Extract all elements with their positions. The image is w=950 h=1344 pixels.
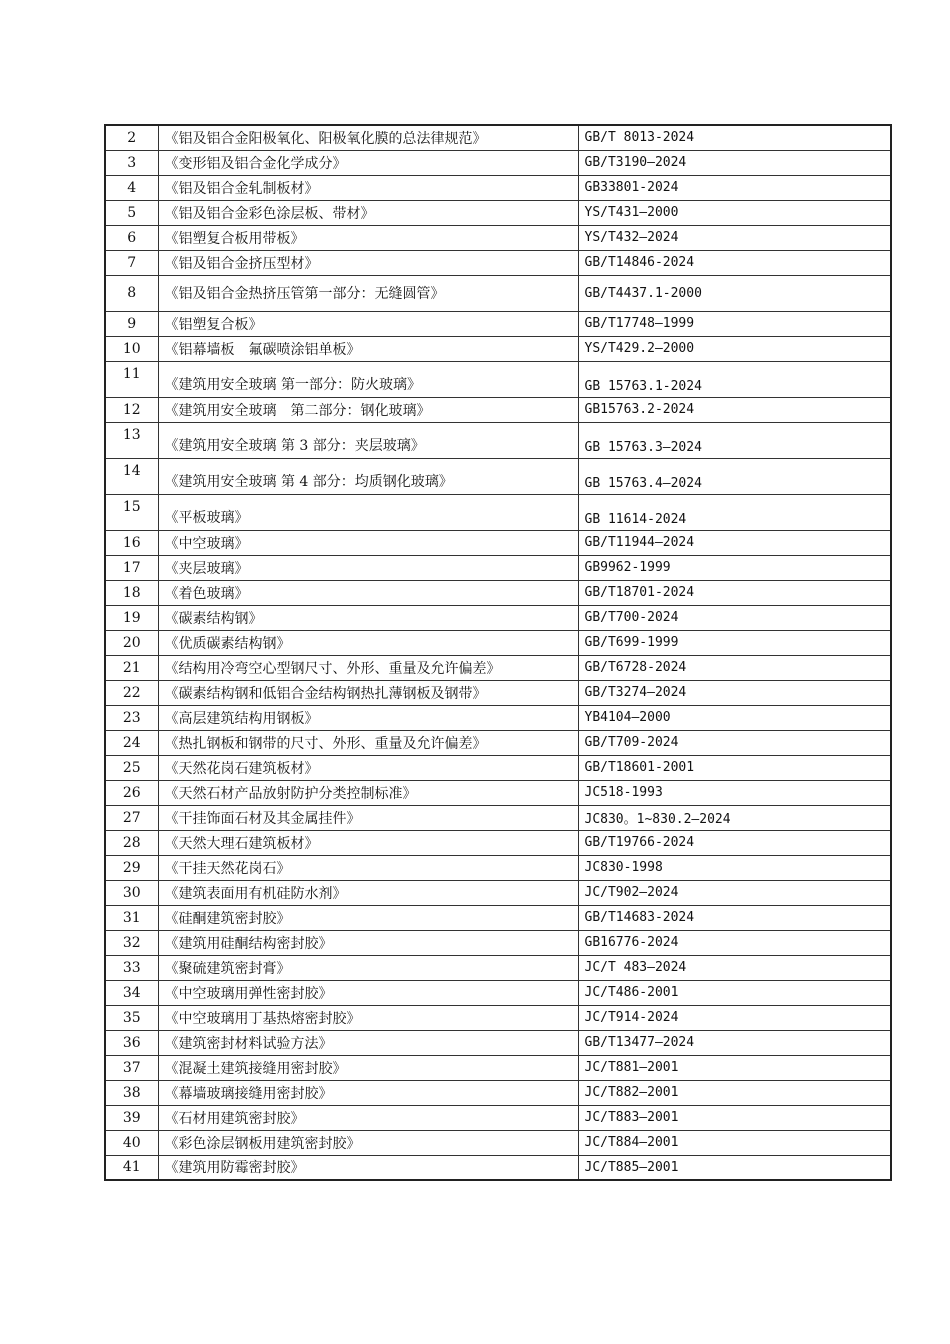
table-row xyxy=(105,150,891,175)
standard-code: GB/T709-2024 xyxy=(578,730,891,755)
standards-table xyxy=(104,124,892,1181)
standard-code: JC830。1~830.2—2024 xyxy=(578,805,891,830)
table-row xyxy=(105,680,891,705)
standard-name: 《彩色涂层钢板用建筑密封胶》 xyxy=(158,1130,578,1155)
row-number: 27 xyxy=(105,805,158,830)
row-number: 30 xyxy=(105,880,158,905)
row-number: 9 xyxy=(105,311,158,336)
standard-name: 《幕墙玻璃接缝用密封胶》 xyxy=(158,1080,578,1105)
row-number: 14 xyxy=(105,458,158,494)
table-body xyxy=(105,125,891,1180)
row-number: 15 xyxy=(105,494,158,530)
table-row xyxy=(105,397,891,422)
standard-name: 《天然花岗石建筑板材》 xyxy=(158,755,578,780)
standard-name: 《铝塑复合板》 xyxy=(158,311,578,336)
standard-code: GB/T699-1999 xyxy=(578,630,891,655)
row-number: 37 xyxy=(105,1055,158,1080)
standard-code: JC/T914-2024 xyxy=(578,1005,891,1030)
row-number: 25 xyxy=(105,755,158,780)
row-number: 10 xyxy=(105,336,158,361)
standard-name: 《建筑用安全玻璃 第 4 部分：均质钢化玻璃》 xyxy=(158,458,578,494)
standard-name: 《建筑用防霉密封胶》 xyxy=(158,1155,578,1180)
table-row xyxy=(105,855,891,880)
table-row xyxy=(105,1105,891,1130)
row-number: 19 xyxy=(105,605,158,630)
standard-name: 《石材用建筑密封胶》 xyxy=(158,1105,578,1130)
standard-code: GB/T13477—2024 xyxy=(578,1030,891,1055)
table-row xyxy=(105,1080,891,1105)
row-number: 13 xyxy=(105,422,158,458)
standard-code: GB/T3190—2024 xyxy=(578,150,891,175)
standard-code: GB/T11944—2024 xyxy=(578,530,891,555)
row-number: 40 xyxy=(105,1130,158,1155)
table-row xyxy=(105,125,891,150)
table-row xyxy=(105,980,891,1005)
row-number: 2 xyxy=(105,125,158,150)
standard-code: GB 15763.3—2024 xyxy=(578,422,891,458)
table-row xyxy=(105,494,891,530)
row-number: 28 xyxy=(105,830,158,855)
table-row xyxy=(105,580,891,605)
row-number: 32 xyxy=(105,930,158,955)
row-number: 7 xyxy=(105,250,158,275)
standard-code: GB16776-2024 xyxy=(578,930,891,955)
standard-code: JC/T884—2001 xyxy=(578,1130,891,1155)
row-number: 12 xyxy=(105,397,158,422)
row-number: 41 xyxy=(105,1155,158,1180)
table-row xyxy=(105,705,891,730)
standard-name: 《碳素结构钢和低铝合金结构钢热扎薄钢板及钢带》 xyxy=(158,680,578,705)
row-number: 36 xyxy=(105,1030,158,1055)
standard-name: 《建筑密封材料试验方法》 xyxy=(158,1030,578,1055)
table-row xyxy=(105,530,891,555)
standard-code: YS/T431—2000 xyxy=(578,200,891,225)
row-number: 21 xyxy=(105,655,158,680)
standard-code: JC/T885—2001 xyxy=(578,1155,891,1180)
standard-name: 《干挂饰面石材及其金属挂件》 xyxy=(158,805,578,830)
row-number: 29 xyxy=(105,855,158,880)
standard-name: 《硅酮建筑密封胶》 xyxy=(158,905,578,930)
standard-code: GB/T3274—2024 xyxy=(578,680,891,705)
standard-code: GB 15763.1-2024 xyxy=(578,361,891,397)
standard-name: 《建筑用安全玻璃 第二部分：钢化玻璃》 xyxy=(158,397,578,422)
standard-name: 《铝及铝合金热挤压管第一部分：无缝圆管》 xyxy=(158,275,578,311)
row-number: 8 xyxy=(105,275,158,311)
standard-code: JC/T883—2001 xyxy=(578,1105,891,1130)
standard-name: 《热扎钢板和钢带的尺寸、外形、重量及允许偏差》 xyxy=(158,730,578,755)
standard-name: 《建筑表面用有机硅防水剂》 xyxy=(158,880,578,905)
table-row xyxy=(105,955,891,980)
standard-name: 《高层建筑结构用钢板》 xyxy=(158,705,578,730)
standard-code: GB 15763.4—2024 xyxy=(578,458,891,494)
row-number: 20 xyxy=(105,630,158,655)
standard-code: JC/T486-2001 xyxy=(578,980,891,1005)
standard-code: YS/T432—2024 xyxy=(578,225,891,250)
standard-code: JC518-1993 xyxy=(578,780,891,805)
table-row xyxy=(105,605,891,630)
standard-code: JC830-1998 xyxy=(578,855,891,880)
table-row xyxy=(105,830,891,855)
row-number: 38 xyxy=(105,1080,158,1105)
table-row xyxy=(105,275,891,311)
table-row xyxy=(105,311,891,336)
standard-code: GB33801-2024 xyxy=(578,175,891,200)
row-number: 3 xyxy=(105,150,158,175)
standard-name: 《天然大理石建筑板材》 xyxy=(158,830,578,855)
standard-code: GB/T17748—1999 xyxy=(578,311,891,336)
row-number: 33 xyxy=(105,955,158,980)
standard-name: 《建筑用硅酮结构密封胶》 xyxy=(158,930,578,955)
table-row xyxy=(105,780,891,805)
row-number: 6 xyxy=(105,225,158,250)
row-number: 26 xyxy=(105,780,158,805)
row-number: 24 xyxy=(105,730,158,755)
table-row xyxy=(105,458,891,494)
table-row xyxy=(105,655,891,680)
table-row xyxy=(105,422,891,458)
standard-name: 《建筑用安全玻璃 第 3 部分：夹层玻璃》 xyxy=(158,422,578,458)
standard-code: YS/T429.2—2000 xyxy=(578,336,891,361)
row-number: 4 xyxy=(105,175,158,200)
standard-name: 《结构用冷弯空心型钢尺寸、外形、重量及允许偏差》 xyxy=(158,655,578,680)
standard-name: 《夹层玻璃》 xyxy=(158,555,578,580)
table-row xyxy=(105,1155,891,1180)
standard-name: 《铝及铝合金轧制板材》 xyxy=(158,175,578,200)
row-number: 16 xyxy=(105,530,158,555)
table-row xyxy=(105,250,891,275)
table-row xyxy=(105,930,891,955)
standard-name: 《碳素结构钢》 xyxy=(158,605,578,630)
standard-code: GB9962-1999 xyxy=(578,555,891,580)
standard-name: 《中空玻璃用弹性密封胶》 xyxy=(158,980,578,1005)
standard-code: GB/T4437.1-2000 xyxy=(578,275,891,311)
row-number: 17 xyxy=(105,555,158,580)
row-number: 34 xyxy=(105,980,158,1005)
table-row xyxy=(105,1055,891,1080)
standard-code: GB/T6728-2024 xyxy=(578,655,891,680)
row-number: 11 xyxy=(105,361,158,397)
table-row xyxy=(105,225,891,250)
standard-name: 《着色玻璃》 xyxy=(158,580,578,605)
table-row xyxy=(105,555,891,580)
standard-name: 《平板玻璃》 xyxy=(158,494,578,530)
standard-code: JC/T882—2001 xyxy=(578,1080,891,1105)
standard-code: GB15763.2-2024 xyxy=(578,397,891,422)
standard-code: GB/T 8013-2024 xyxy=(578,125,891,150)
standard-code: YB4104—2000 xyxy=(578,705,891,730)
standard-code: GB/T18601-2001 xyxy=(578,755,891,780)
standard-name: 《变形铝及铝合金化学成分》 xyxy=(158,150,578,175)
standard-code: JC/T 483—2024 xyxy=(578,955,891,980)
standard-name: 《中空玻璃用丁基热熔密封胶》 xyxy=(158,1005,578,1030)
standard-name: 《天然石材产品放射防护分类控制标准》 xyxy=(158,780,578,805)
row-number: 39 xyxy=(105,1105,158,1130)
standard-code: GB/T14683-2024 xyxy=(578,905,891,930)
standard-name: 《中空玻璃》 xyxy=(158,530,578,555)
row-number: 18 xyxy=(105,580,158,605)
table-row xyxy=(105,730,891,755)
standard-name: 《干挂天然花岗石》 xyxy=(158,855,578,880)
standard-name: 《铝塑复合板用带板》 xyxy=(158,225,578,250)
table-row xyxy=(105,630,891,655)
standard-name: 《聚硫建筑密封膏》 xyxy=(158,955,578,980)
table-row xyxy=(105,755,891,780)
row-number: 22 xyxy=(105,680,158,705)
standard-code: JC/T881—2001 xyxy=(578,1055,891,1080)
standard-code: GB/T700-2024 xyxy=(578,605,891,630)
standard-code: GB/T14846-2024 xyxy=(578,250,891,275)
table-row xyxy=(105,805,891,830)
table-row xyxy=(105,1030,891,1055)
table-row xyxy=(105,905,891,930)
standard-code: GB 11614-2024 xyxy=(578,494,891,530)
standard-name: 《混凝土建筑接缝用密封胶》 xyxy=(158,1055,578,1080)
standard-code: GB/T18701-2024 xyxy=(578,580,891,605)
table-row xyxy=(105,175,891,200)
standard-name: 《铝及铝合金彩色涂层板、带材》 xyxy=(158,200,578,225)
table-row xyxy=(105,361,891,397)
standard-name: 《建筑用安全玻璃 第一部分：防火玻璃》 xyxy=(158,361,578,397)
row-number: 5 xyxy=(105,200,158,225)
standard-code: GB/T19766-2024 xyxy=(578,830,891,855)
table-row xyxy=(105,336,891,361)
row-number: 23 xyxy=(105,705,158,730)
standard-name: 《铝及铝合金阳极氧化、阳极氧化膜的总法律规范》 xyxy=(158,125,578,150)
standard-name: 《铝幕墙板 氟碳喷涂铝单板》 xyxy=(158,336,578,361)
standard-name: 《优质碳素结构钢》 xyxy=(158,630,578,655)
table-row xyxy=(105,1130,891,1155)
standard-name: 《铝及铝合金挤压型材》 xyxy=(158,250,578,275)
row-number: 31 xyxy=(105,905,158,930)
table-row xyxy=(105,1005,891,1030)
row-number: 35 xyxy=(105,1005,158,1030)
table-row xyxy=(105,880,891,905)
table-row xyxy=(105,200,891,225)
standard-code: JC/T902—2024 xyxy=(578,880,891,905)
